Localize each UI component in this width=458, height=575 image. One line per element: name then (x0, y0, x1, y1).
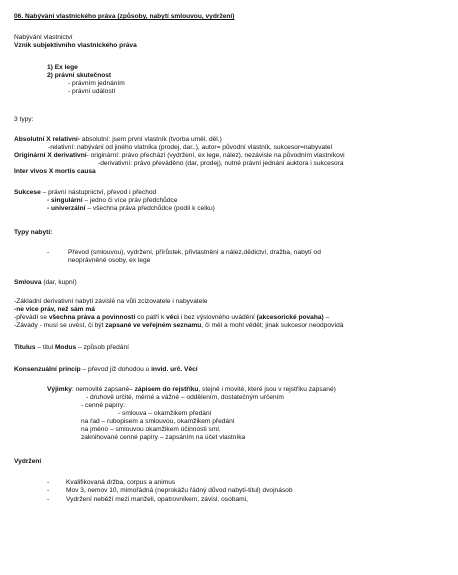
vydrzeni-bullet-3: - (47, 496, 50, 503)
smlouva-line-2: -ne více práv, než sám má (14, 306, 95, 313)
intro-item-pravni-udalost (68, 88, 115, 96)
document-title: 06. Nabývání vlastnického práva (způsoby, nabytí smlouvou, vydržení) (14, 13, 235, 20)
intro-item-pravni-skutecnost: 2) právní skutečnost (47, 72, 112, 79)
vyjimky-line-1 (47, 386, 336, 394)
titulus-c: Modus (54, 344, 77, 351)
typy-nabyti-text-1: Převod (smlouvou), vydržení, přírůstek, přivlastnění a nález,dědictví, dražba, nabytí od (68, 249, 321, 256)
vydrzeni-label: Vydržení (14, 458, 42, 465)
vydrzeni-item-2: Mov 3, nemov 10, mimořádná (neprokážu řádný důvod nabytí-titul) dvojnásob (66, 487, 293, 494)
typy-nabyti-text-2: neoprávněné osoby, ex lege (68, 257, 151, 264)
singular-label: - singulární (47, 197, 83, 204)
vyjimky-line-2: - druhově určité, měrné a vážné – oddělením, dostatečným určením (86, 394, 284, 401)
intro-item-ex-lege: 1) Ex lege (47, 64, 78, 71)
types-derivative-line: -derivativní: právo převáděno (dar, prodej), nutné právní jednání auktora i sukcesora (98, 160, 344, 167)
absolute-text: absolutní: jsem první vlastník (tvorba uměl. děl.) (79, 136, 222, 143)
smlouva-line-1: -Základní derivativní nabytí závislé na vůli zcizovatele i nabyvatele (14, 298, 208, 305)
typy-nabyti-label: Typy nabytí: (14, 229, 53, 236)
vydrzeni-bullet-1: - (47, 479, 50, 486)
vydrzeni-bullet-2: - (47, 487, 50, 494)
vydrzeni-item-1: Kvalifikovaná držba, corpus a animus (66, 479, 176, 486)
smlouva-l3-e: i bez výslovného uvádění (178, 314, 257, 321)
konsenz-text: – převod již dohodou u (80, 366, 152, 373)
titulus-d: – způsob předání (76, 344, 129, 351)
universal-text: – všechna práva předchůdce (podíl k celku) (85, 205, 215, 212)
types-absolute-line (14, 136, 222, 144)
singular-text: – jedno či více práv předchůdce (82, 197, 178, 204)
sukcese-line (14, 189, 156, 197)
vydrzeni-item-3: Vydržení neběží mezi manželi, opatrovníkem, závisl. osobami, (66, 496, 248, 503)
smlouva-l3-f: (akcesorické povaha) (256, 314, 324, 321)
intro-heading: Vznik subjektivního vlastnického práva (14, 42, 137, 49)
intro-line: Nabývání vlastnictví (14, 34, 73, 41)
vyjimky-line-3: - cenné papíry: (81, 402, 125, 409)
smlouva-l3-c: co patří k (135, 314, 167, 321)
smlouva-line-4 (14, 322, 344, 330)
titulus-line (14, 344, 129, 352)
vyjimky-line-7: zaknihované cenné papíry – zapsáním na účet vlastníka (81, 434, 246, 441)
original-derivative-label: Originární X derivativní (14, 152, 87, 159)
vyjimky-line-5: na řad – rubopisem a smlouvou, okamžikem předání (81, 418, 235, 425)
types-relative-line: -relativní: nabývání od jiného vlatníka (prodej, dar..), autor= původní vlastník, sukcesor=nabyvatel (48, 144, 333, 151)
sukcese-singular-line (47, 197, 177, 205)
vyjimky-t1: : nemovité zapsané– (71, 386, 135, 393)
smlouva-l4-a: -Závady - musí se uvést, či být (14, 322, 106, 329)
pravni-udalost-text: - právní událostí (68, 88, 116, 95)
absolute-relative-label: Absolutní X relativní- (14, 136, 80, 143)
smlouva-heading (14, 279, 77, 287)
intro-item-pravni-jednani (68, 80, 125, 88)
smlouva-l3-g: – (323, 314, 330, 321)
konsenz-invid: invid. urč. Věcí (151, 366, 198, 373)
types-original-line (14, 152, 345, 160)
vyjimky-label: Výjimky (47, 386, 72, 393)
universal-label: - univerzální (47, 205, 86, 212)
smlouva-l3-a: -převádí se (14, 314, 49, 321)
smlouva-line-3 (14, 314, 329, 322)
vyjimky-line-4: - smlouva – okamžikem předání (118, 410, 212, 417)
smlouva-l3-d: věci (166, 314, 179, 321)
original-text: - originární: právo přechází (vydržení, ex lege, nález), nezávisle na původním vlastníkovi (86, 152, 345, 159)
vyjimky-t3: , stejně i movité, které jsou v rejstříku zapsané) (198, 386, 336, 393)
smlouva-label-rest: (dar, kupní) (41, 279, 77, 286)
vyjimky-t2: zápisem do rejstříku (134, 386, 199, 393)
typy-nabyti-bullet: - (47, 249, 50, 256)
sukcese-label: Sukcese (14, 189, 41, 196)
vyjimky-line-6: na jméno – smlouvou okamžikem účinnosti sml. (81, 426, 221, 433)
konsenz-label: Konsenzuální princip (14, 366, 81, 373)
titulus-a: Titulus (14, 344, 36, 351)
types-label: 3 typy: (14, 116, 34, 123)
konsenz-line (14, 366, 198, 374)
sukcese-universal-line (47, 205, 215, 213)
pravni-jednani-text: - právním jednáním (68, 80, 125, 87)
smlouva-l3-b: všechna práva a povinnosti (48, 314, 136, 321)
titulus-b: – titul (35, 344, 55, 351)
sukcese-text: – právní nástupnictví, převod i přechod (40, 189, 157, 196)
smlouva-l4-b: zapsané ve veřejném seznamu (105, 322, 202, 329)
smlouva-l4-c: , či měl a mohl vědět; jinak sukcesor neodpovídá (201, 322, 344, 329)
smlouva-label: Smlouva (14, 279, 42, 286)
types-inter-vivos: Inter vivos X mortis causa (14, 168, 96, 175)
